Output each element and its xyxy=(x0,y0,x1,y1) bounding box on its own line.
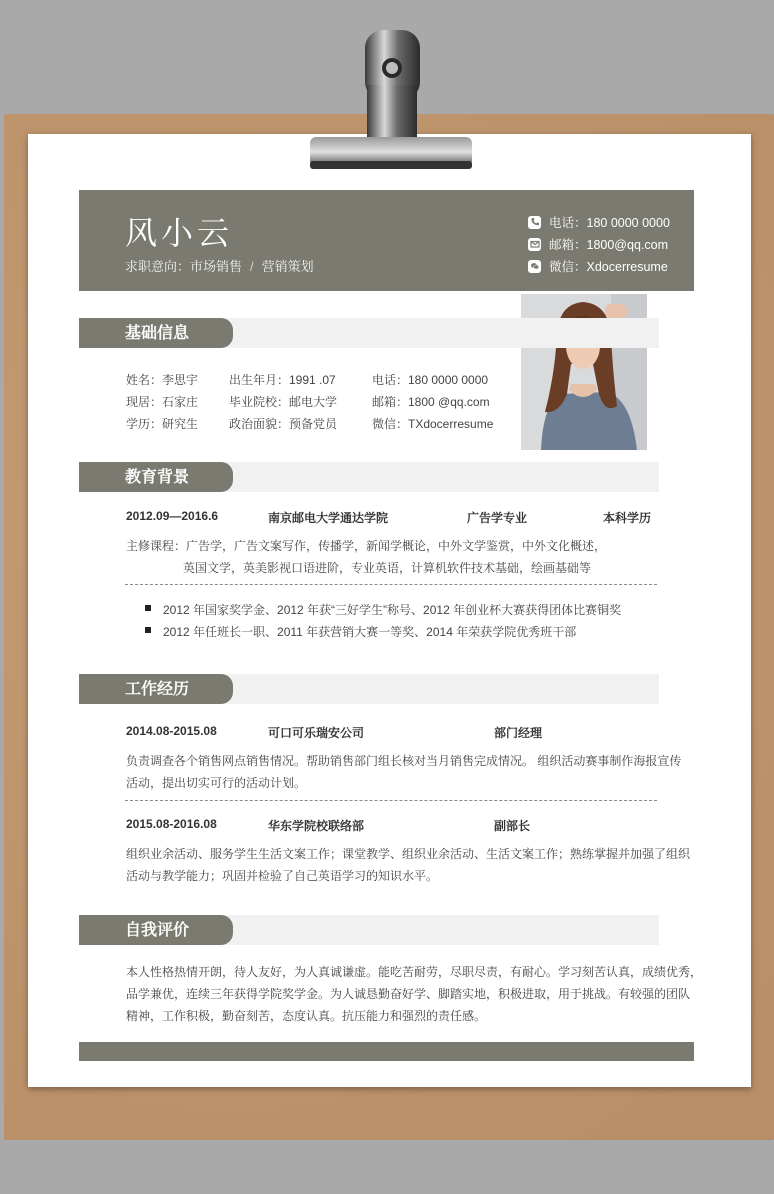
header-phone-text: 电话：180 0000 0000 xyxy=(549,216,670,230)
work-1-period: 2014.08-2015.08 xyxy=(126,724,217,738)
work-1-company: 可口可乐瑞安公司 xyxy=(268,726,365,740)
section-self-title: 自我评价 xyxy=(79,915,233,945)
section-education xyxy=(79,462,659,492)
header-wechat-text: 微信：Xdocerresume xyxy=(549,260,668,274)
phone-icon xyxy=(528,216,541,229)
work-2-desc-line-1: 组织业余活动、服务学生生活文案工作；课堂教学、组织业余活动、生活文案工作；熟练掌握并加强了组织 xyxy=(126,847,691,861)
header-email xyxy=(528,235,668,253)
basic-name: 姓名：李思宇 xyxy=(126,373,199,387)
edu-honor-1: 2012 年国家奖学金、2012 年获“三好学生”称号、2012 年创业杯大赛获得团体比赛铜奖 xyxy=(163,603,622,617)
edu-school: 南京邮电大学通达学院 xyxy=(268,511,389,525)
section-education-title: 教育背景 xyxy=(79,462,233,492)
basic-residence: 现居：石家庄 xyxy=(126,395,199,409)
edu-honor-2: 2012 年任班长一职、2011 年获营销大赛一等奖、2014 年荣获学院优秀班干部 xyxy=(163,625,577,639)
basic-phone: 电话：180 0000 0000 xyxy=(372,373,489,387)
objective-primary: 求职意向：市场销售 xyxy=(125,259,243,274)
binder-clip-icon xyxy=(305,25,475,175)
bullet-icon xyxy=(145,605,151,611)
wechat-icon xyxy=(528,260,541,273)
header-wechat xyxy=(528,257,668,275)
edu-courses-line-2: 英国文学，英美影视口语进阶，专业英语，计算机软件技术基础，绘画基础等 xyxy=(183,561,592,575)
self-line-3: 精神，工作积极，勤奋刻苦，态度认真。抗压能力和强烈的责任感。 xyxy=(126,1009,487,1023)
objective-separator: / xyxy=(250,259,254,274)
basic-birth: 出生年月：1991 .07 xyxy=(229,373,336,387)
bullet-icon xyxy=(145,627,151,633)
header-email-text: 邮箱：1800@qq.com xyxy=(549,238,668,252)
job-objective xyxy=(125,256,314,275)
candidate-name: 风小云 xyxy=(125,214,234,252)
edu-degree: 本科学历 xyxy=(603,511,652,525)
basic-school: 毕业院校：邮电大学 xyxy=(229,395,338,409)
work-1-desc-line-1: 负责调查各个销售网点销售情况。帮助销售部门组长核对当月销售完成情况。 组织活动赛事制作海报宣传 xyxy=(126,754,682,768)
edu-period: 2012.09—2016.6 xyxy=(126,509,219,523)
section-work-title: 工作经历 xyxy=(79,674,233,704)
divider xyxy=(125,800,657,801)
email-icon xyxy=(528,238,541,251)
work-2-period: 2015.08-2016.08 xyxy=(126,817,217,831)
basic-degree: 学历：研究生 xyxy=(126,417,199,431)
basic-politics: 政治面貌：预备党员 xyxy=(229,417,338,431)
work-1-position: 部门经理 xyxy=(494,726,543,740)
section-work xyxy=(79,674,659,704)
work-2-desc-line-2: 活动与教学能力；巩固并检验了自己英语学习的知识水平。 xyxy=(126,869,439,883)
self-line-1: 本人性格热情开朗，待人友好，为人真诚谦虚。能吃苦耐劳，尽职尽责，有耐心。学习刻苦认真，成绩优秀， xyxy=(126,965,703,979)
section-basic-title: 基础信息 xyxy=(79,318,233,348)
self-line-2: 品学兼优，连续三年获得学院奖学金。为人诚恳勤奋好学、脚踏实地，积极进取，用于挑战。有较强的团队 xyxy=(126,987,691,1001)
work-2-company: 华东学院校联络部 xyxy=(268,819,365,833)
divider xyxy=(125,584,657,585)
basic-wechat: 微信：TXdocerresume xyxy=(372,417,494,431)
section-basic xyxy=(79,318,659,348)
edu-major: 广告学专业 xyxy=(467,511,528,525)
basic-email: 邮箱：1800 @qq.com xyxy=(372,395,490,409)
header-banner xyxy=(79,190,694,291)
edu-courses-line-1: 主修课程：广告学，广告文案写作，传播学，新闻学概论，中外文学鉴赏，中外文化概述， xyxy=(126,539,607,553)
objective-secondary: 营销策划 xyxy=(261,259,314,274)
section-self xyxy=(79,915,659,945)
header-phone xyxy=(528,213,670,231)
work-2-position: 副部长 xyxy=(494,819,531,833)
footer-bar xyxy=(79,1042,694,1061)
work-1-desc-line-2: 活动，提出切实可行的活动计划。 xyxy=(126,776,307,790)
